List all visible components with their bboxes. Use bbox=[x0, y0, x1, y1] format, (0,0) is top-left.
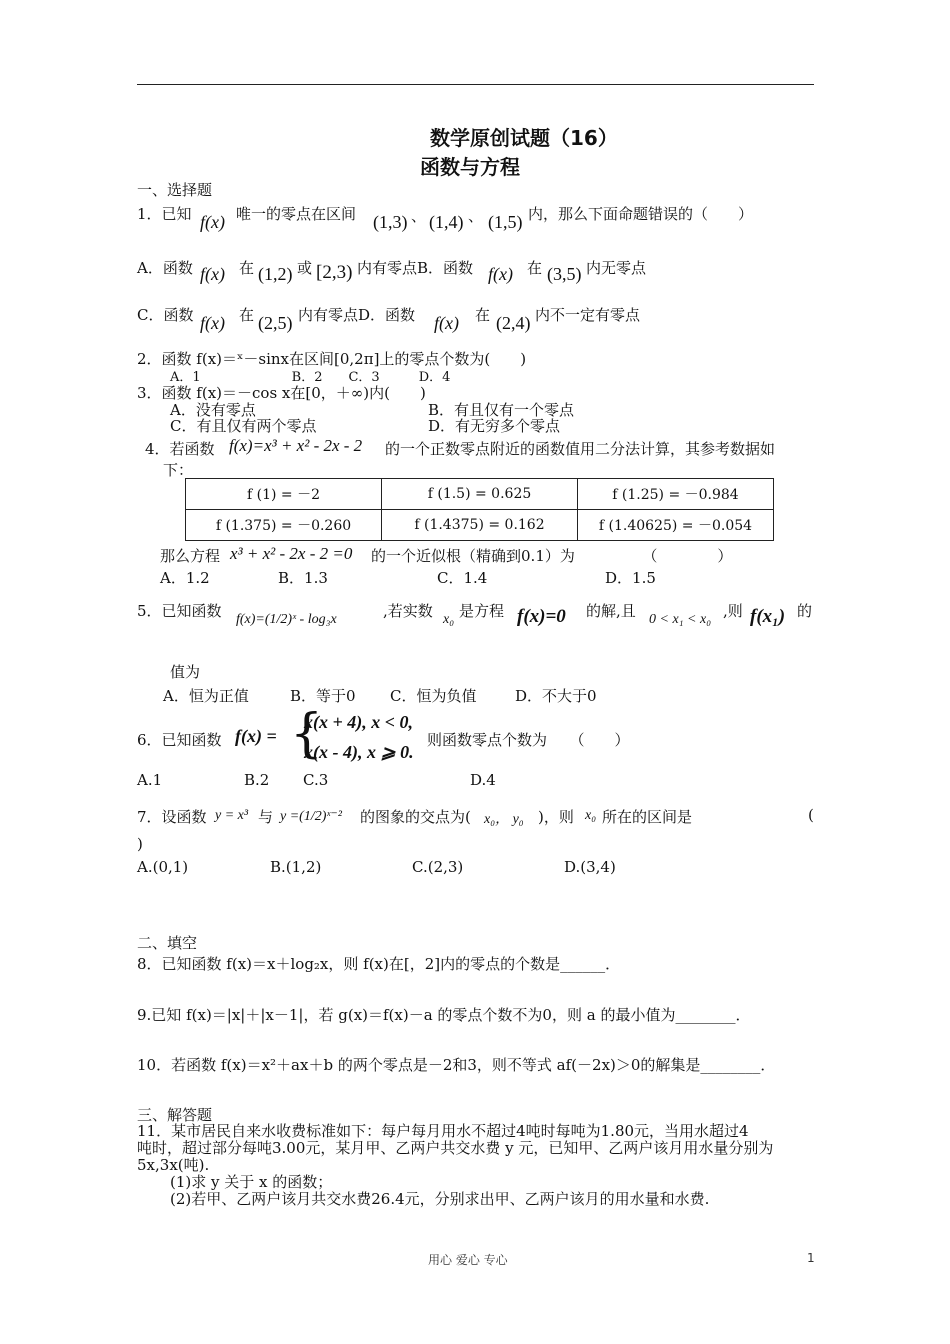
piecewise-brace: { bbox=[290, 704, 324, 764]
table-cell: f (1.5) = 0.625 bbox=[382, 479, 578, 510]
q5-line2: 值为 bbox=[170, 663, 201, 681]
q7-and: 与 bbox=[258, 808, 274, 826]
q1-option-d-tail: 内不一定有零点 bbox=[535, 306, 641, 324]
q7-option-d: D.(3,4) bbox=[564, 858, 616, 876]
q5-stem-e: ,则 bbox=[723, 602, 743, 620]
q7-option-a: A.(0,1) bbox=[137, 858, 189, 876]
q10: 10．若函数 f(x)＝x²＋ax＋b 的两个零点是－2和3，则不等式 af(－2x)＞0的解集是________． bbox=[137, 1056, 776, 1074]
q11-sub-2: (2)若甲、乙两户该月共交水费26.4元，分别求出甲、乙两户该月的用水量和水费. bbox=[170, 1190, 710, 1208]
q2-stem: 2．函数 f(x)＝ˣ－sinx在区间[0,2π]上的零点个数为( ) bbox=[137, 350, 527, 368]
q1-option-a-mid: 在 bbox=[239, 259, 255, 277]
q4-equation: x³ + x² - 2x - 2 =0 bbox=[230, 544, 353, 563]
q1-fx: f(x) bbox=[200, 212, 225, 232]
table-cell: f (1.4375) = 0.162 bbox=[382, 510, 578, 541]
table-cell: f (1.375) = －0.260 bbox=[186, 510, 382, 541]
q4-option-b: B．1.3 bbox=[278, 569, 328, 587]
q6-stem-a: 6．已知函数 bbox=[137, 731, 222, 749]
q7-stem-c: )，则 bbox=[538, 808, 574, 826]
q1-option-a-tail: 内有零点B．函数 bbox=[357, 259, 474, 277]
q11-sub-1: (1)求 y 关于 x 的函数； bbox=[170, 1173, 333, 1191]
q5-option-a: A．恒为正值 bbox=[163, 687, 249, 705]
q1-option-a-or: 或 bbox=[297, 259, 313, 277]
header-rule bbox=[137, 84, 814, 85]
q7-point: x₀， y₀ bbox=[484, 812, 524, 827]
q4-stem-c: 下： bbox=[163, 461, 194, 479]
bisection-reference-table bbox=[185, 478, 774, 541]
q2-options: A．1 B．2 C．3 D．4 bbox=[170, 370, 451, 385]
q7-x0: x₀ bbox=[585, 808, 597, 823]
page-title: 数学原创试题（16） bbox=[430, 126, 618, 150]
q1-stem bbox=[137, 203, 192, 224]
q7-option-c: C.(2,3) bbox=[412, 858, 464, 876]
q1-stem-a: 1．已知 bbox=[137, 205, 192, 223]
q5-stem-d: 的解,且 bbox=[586, 602, 636, 620]
section-heading-fill: 二、填空 bbox=[137, 934, 198, 952]
q7-y1: y = x³ bbox=[215, 808, 249, 823]
q8: 8．已知函数 f(x)＝x＋log₂x，则 f(x)在[，2]内的零点的个数是______． bbox=[137, 955, 621, 973]
q4-follow-b: 的一个近似根（精确到0.1）为 （ ） bbox=[371, 547, 733, 565]
table-cell: f (1.25) = －0.984 bbox=[578, 479, 774, 510]
q3-option-c: C．有且仅有两个零点 bbox=[170, 417, 317, 435]
q1-option-a-interval-1: (1,2) bbox=[258, 264, 293, 284]
q5-stem-b: ,若实数 bbox=[383, 602, 433, 620]
q1-option-c-tail: 内有零点D．函数 bbox=[298, 306, 416, 324]
table-row bbox=[186, 510, 774, 541]
q4-option-c: C．1.4 bbox=[437, 569, 488, 587]
q3-option-d: D．有无穷多个零点 bbox=[428, 417, 561, 435]
q1-option-a-interval-2: [2,3) bbox=[316, 262, 353, 283]
q1-stem-b: 唯一的零点在区间 bbox=[236, 205, 357, 223]
q6-option-c: C.3 bbox=[303, 771, 329, 789]
q7-y2: y =(1/2)ˣ⁻² bbox=[280, 809, 342, 824]
q4-stem-a: 4．若函数 bbox=[145, 440, 215, 458]
q6-option-b: B.2 bbox=[244, 771, 270, 789]
q1-interval-2: (1,4) bbox=[429, 212, 464, 232]
q1-option-a-fx: f(x) bbox=[200, 264, 225, 284]
q3-option-b: B．有且仅有一个零点 bbox=[428, 401, 575, 419]
q1-option-c-fx: f(x) bbox=[200, 313, 225, 333]
table-cell: f (1) = －2 bbox=[186, 479, 382, 510]
q1-option-c-label: C．函数 bbox=[137, 306, 194, 324]
q5-x0: x₀ bbox=[443, 612, 455, 627]
q6-case-1: x(x + 4), x < 0, bbox=[304, 712, 414, 732]
q4-option-a: A．1.2 bbox=[160, 569, 210, 587]
q1-interval-1: (1,3) bbox=[373, 212, 408, 232]
q7-option-b: B.(1,2) bbox=[270, 858, 322, 876]
q6-stem-b: 则函数零点个数为 （ ） bbox=[427, 731, 630, 749]
table-row bbox=[186, 479, 774, 510]
q6-case-2: x(x - 4), x ⩾ 0. bbox=[304, 742, 414, 762]
q7-stem-d: 所在的区间是 bbox=[602, 808, 693, 826]
q7-stem-a: 7．设函数 bbox=[137, 808, 207, 826]
q5-stem-f: 的 bbox=[797, 602, 813, 620]
section-heading-choice: 一、选择题 bbox=[137, 181, 213, 199]
footer-motto: 用心 爱心 专心 bbox=[428, 1253, 508, 1267]
q7-stem-b: 的图象的交点为( bbox=[360, 808, 471, 826]
q5-function: f(x)=(1/2)ˣ - log₃x bbox=[236, 612, 337, 627]
q4-stem-b: 的一个正数零点附近的函数值用二分法计算，其参考数据如 bbox=[385, 440, 776, 458]
q4-option-d: D．1.5 bbox=[605, 569, 656, 587]
page-subtitle: 函数与方程 bbox=[420, 155, 520, 179]
q5-option-d: D．不大于0 bbox=[515, 687, 597, 705]
q7-paren-open: ( bbox=[808, 806, 814, 824]
q5-option-c: C．恒为负值 bbox=[390, 687, 477, 705]
q1-option-c-mid: 在 bbox=[239, 306, 255, 324]
section-heading-solve: 三、解答题 bbox=[137, 1106, 213, 1124]
q11-line-1: 11．某市居民自来水收费标准如下：每户每月用水不超过4吨时每吨为1.80元，当用水超过4 bbox=[137, 1122, 749, 1140]
q3-stem: 3．函数 f(x)＝－cos x在[0，＋∞)内( ) bbox=[137, 384, 426, 402]
q11-line-2: 吨时，超过部分每吨3.00元，某月甲、乙两户共交水费 y 元，已知甲、乙两户该月用水量分别为 bbox=[137, 1139, 774, 1157]
q1-option-b-mid: 在 bbox=[527, 259, 543, 277]
q4-function: f(x)=x³ + x² - 2x - 2 bbox=[229, 436, 363, 455]
q9: 9.已知 f(x)＝|x|＋|x－1|，若 g(x)＝f(x)－a 的零点个数不为0，则 a 的最小值为________． bbox=[137, 1006, 751, 1024]
q5-stem-a: 5．已知函数 bbox=[137, 602, 222, 620]
q6-option-a: A.1 bbox=[137, 771, 163, 789]
q1-option-d-mid: 在 bbox=[475, 306, 491, 324]
q1-option-b-fx: f(x) bbox=[488, 264, 513, 284]
q1-option-b-tail: 内无零点 bbox=[586, 259, 647, 277]
q7-paren-close: ) bbox=[137, 835, 143, 853]
q1-stem-c: 内，那么下面命题错误的（ ） bbox=[528, 205, 754, 223]
q1-sep-2: 、 bbox=[468, 207, 484, 225]
q5-option-b: B．等于0 bbox=[290, 687, 356, 705]
q4-follow-a: 那么方程 bbox=[160, 547, 221, 565]
q6-fx: f(x) = bbox=[235, 726, 277, 746]
q11-line-3: 5x,3x(吨). bbox=[137, 1156, 210, 1174]
q5-fx1: f(x₁) bbox=[750, 606, 786, 627]
q5-equation: f(x)=0 bbox=[517, 606, 566, 627]
q3-option-a: A．没有零点 bbox=[170, 401, 256, 419]
q1-option-b-interval: (3,5) bbox=[547, 264, 582, 284]
page-number: 1 bbox=[807, 1251, 815, 1265]
q5-stem-c: 是方程 bbox=[459, 602, 505, 620]
q1-sep-1: 、 bbox=[411, 207, 427, 225]
q6-option-d: D.4 bbox=[470, 771, 496, 789]
q5-condition: 0 < x₁ < x₀ bbox=[649, 612, 712, 627]
q1-option-d-interval: (2,4) bbox=[496, 313, 531, 333]
table-cell: f (1.40625) = －0.054 bbox=[578, 510, 774, 541]
q1-option-a-label: A．函数 bbox=[137, 259, 193, 277]
q1-option-c-interval: (2,5) bbox=[258, 313, 293, 333]
q1-option-d-fx: f(x) bbox=[434, 313, 459, 333]
q1-interval-3: (1,5) bbox=[488, 212, 523, 232]
